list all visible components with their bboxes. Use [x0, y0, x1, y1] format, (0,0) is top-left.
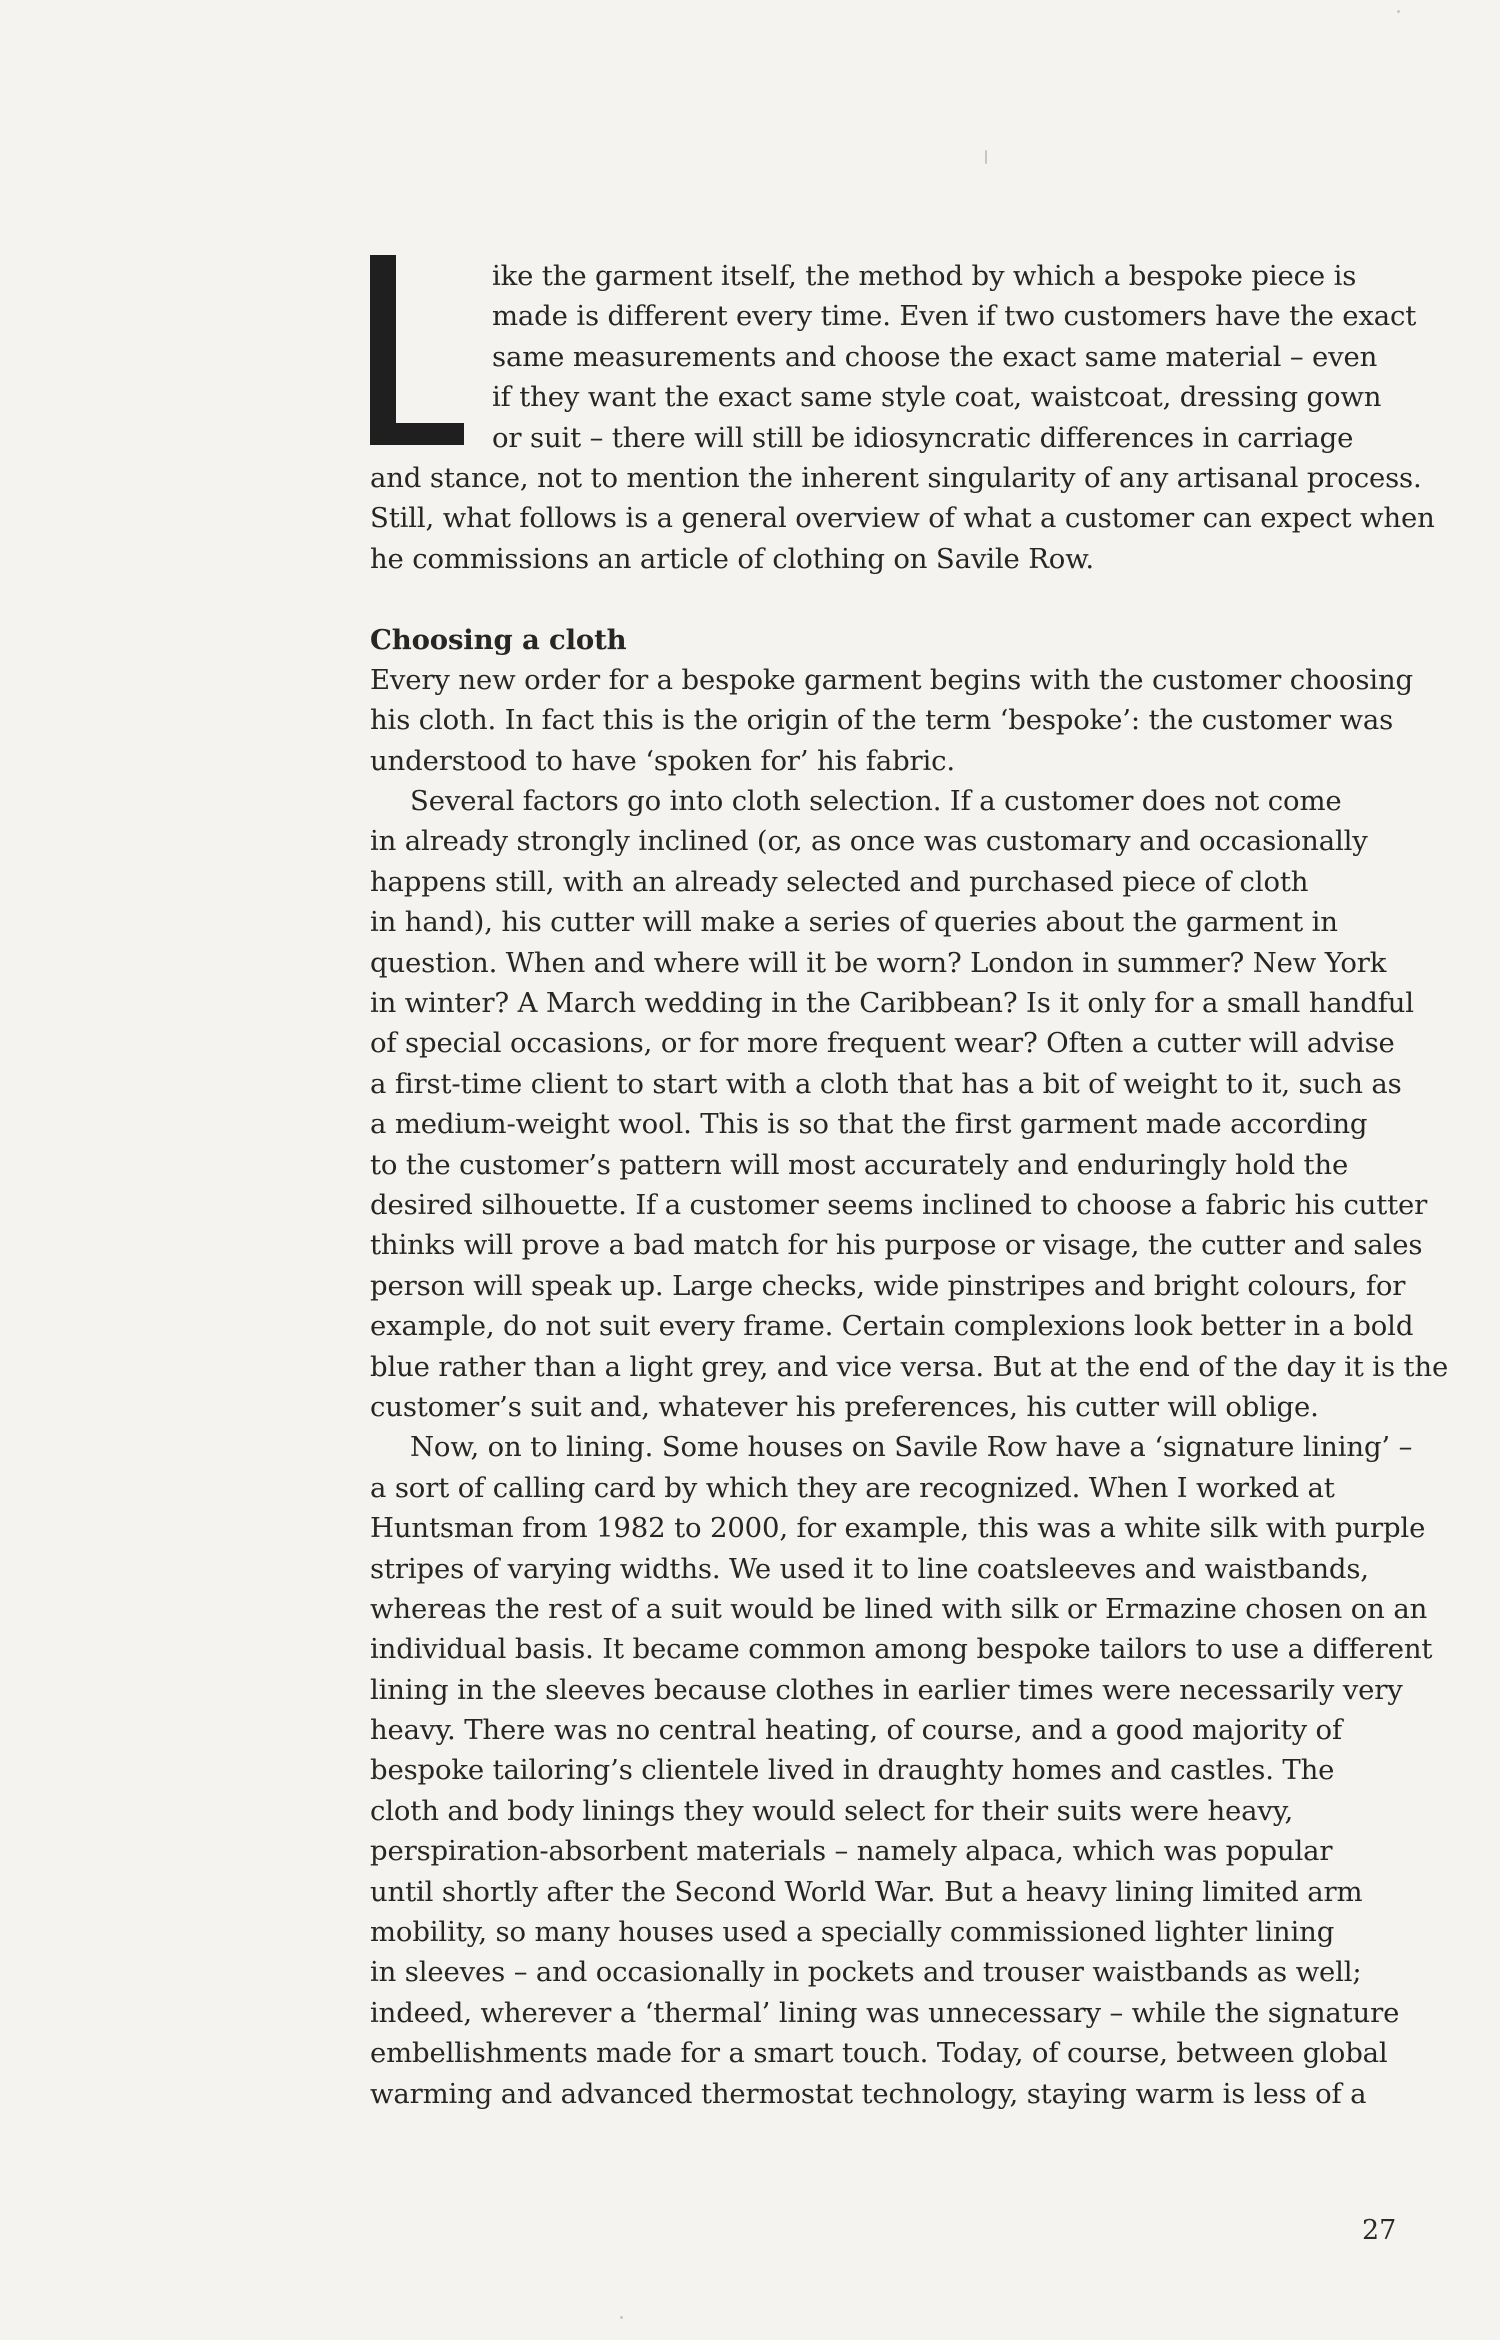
paragraph-line: perspiration-absorbent materials – namely alpaca, which was popular	[370, 1835, 1333, 1868]
paper-speck	[985, 150, 987, 164]
intro-paragraph	[370, 256, 1435, 579]
paragraph-line: Huntsman from 1982 to 2000, for example, this was a white silk with purple	[370, 1512, 1426, 1545]
paragraph-3	[370, 1427, 1433, 2114]
paragraph-line: until shortly after the Second World War. But a heavy lining limited arm	[370, 1875, 1363, 1908]
paragraph-line: lining in the sleeves because clothes in earlier times were necessarily very	[370, 1673, 1403, 1706]
paragraph-line: indeed, wherever a ‘thermal’ lining was unnecessary – while the signature	[370, 1996, 1400, 2029]
paper-speck	[1397, 10, 1400, 13]
intro-line: he commissions an article of clothing on Savile Row.	[370, 542, 1094, 575]
paragraph-2	[370, 781, 1449, 1427]
paragraph-line: understood to have ‘spoken for’ his fabric.	[370, 744, 956, 777]
paragraph-line: of special occasions, or for more frequent wear? Often a cutter will advise	[370, 1027, 1395, 1060]
intro-line: same measurements and choose the exact same material – even	[492, 340, 1378, 373]
paragraph-line: Now, on to lining. Some houses on Savile Row have a ‘signature lining’ –	[410, 1431, 1413, 1464]
intro-line: and stance, not to mention the inherent singularity of any artisanal process.	[370, 461, 1422, 494]
paragraph-line: embellishments made for a smart touch. Today, of course, between global	[370, 2037, 1388, 2070]
paragraph-line: stripes of varying widths. We used it to line coatsleeves and waistbands,	[370, 1552, 1369, 1585]
paragraph-line: to the customer’s pattern will most accurately and enduringly hold the	[370, 1148, 1349, 1181]
intro-line: made is different every time. Even if two customers have the exact	[492, 300, 1417, 333]
paragraph-line: thinks will prove a bad match for his purpose or visage, the cutter and sales	[370, 1229, 1423, 1262]
intro-line: if they want the exact same style coat, waistcoat, dressing gown	[492, 381, 1382, 414]
paragraph-line: Every new order for a bespoke garment begins with the customer choosing	[370, 663, 1413, 696]
paragraph-line: mobility, so many houses used a specially commissioned lighter lining	[370, 1916, 1335, 1949]
paragraph-line: happens still, with an already selected and purchased piece of cloth	[370, 865, 1309, 898]
paragraph-line: heavy. There was no central heating, of course, and a good majority of	[370, 1714, 1342, 1747]
paragraph-line: in sleeves – and occasionally in pockets and trouser waistbands as well;	[370, 1956, 1362, 1989]
paragraph-line: whereas the rest of a suit would be lined with silk or Ermazine chosen on an	[370, 1592, 1428, 1625]
paragraph-line: in hand), his cutter will make a series of queries about the garment in	[370, 906, 1338, 939]
paragraph-line: individual basis. It became common among bespoke tailors to use a different	[370, 1633, 1433, 1666]
page-number: 27	[1362, 2215, 1397, 2246]
paragraph-line: person will speak up. Large checks, wide pinstripes and bright colours, for	[370, 1269, 1406, 1302]
intro-line: ike the garment itself, the method by which a bespoke piece is	[492, 260, 1357, 292]
section-heading: Choosing a cloth	[370, 623, 627, 656]
paragraph-line: a sort of calling card by which they are recognized. When I worked at	[370, 1471, 1335, 1504]
paragraph-line: in winter? A March wedding in the Caribbean? Is it only for a small handful	[370, 987, 1414, 1020]
paragraph-line: bespoke tailoring’s clientele lived in draughty homes and castles. The	[370, 1754, 1335, 1787]
paragraph-line: example, do not suit every frame. Certain complexions look better in a bold	[370, 1310, 1414, 1343]
paper-speck	[620, 2316, 623, 2319]
paragraph-line: question. When and where will it be worn? London in summer? New York	[370, 946, 1387, 979]
paragraph-line: his cloth. In fact this is the origin of the term ‘bespoke’: the customer was	[370, 704, 1394, 737]
paragraph-line: Several factors go into cloth selection. If a customer does not come	[410, 785, 1342, 818]
article-body	[370, 256, 1449, 2114]
paragraph-line: warming and advanced thermostat technology, staying warm is less of a	[370, 2077, 1367, 2110]
paragraph-1	[370, 660, 1413, 781]
paragraph-gap	[370, 579, 1400, 619]
paragraph-line: desired silhouette. If a customer seems inclined to choose a fabric his cutter	[370, 1188, 1428, 1221]
paragraph-line: cloth and body linings they would select for their suits were heavy,	[370, 1794, 1294, 1827]
paragraph-line: in already strongly inclined (or, as once was customary and occasionally	[370, 825, 1368, 858]
paragraph-line: customer’s suit and, whatever his preferences, his cutter will oblige.	[370, 1390, 1319, 1423]
intro-line: Still, what follows is a general overview of what a customer can expect when	[370, 502, 1435, 535]
paragraph-line: a first-time client to start with a cloth that has a bit of weight to it, such as	[370, 1067, 1402, 1100]
paragraph-line: blue rather than a light grey, and vice versa. But at the end of the day it is the	[370, 1350, 1449, 1383]
paragraph-line: a medium-weight wool. This is so that the first garment made according	[370, 1108, 1368, 1141]
intro-line: or suit – there will still be idiosyncratic differences in carriage	[492, 421, 1354, 454]
